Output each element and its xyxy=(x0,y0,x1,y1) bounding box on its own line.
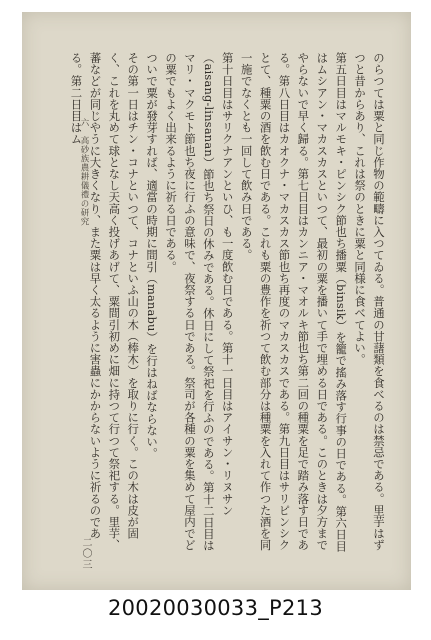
running-head: 六 高砂族農耕儀禮の研究 xyxy=(79,118,89,226)
body-text xyxy=(58,52,388,557)
image-caption: 20020030033_P213 xyxy=(107,596,323,620)
scanned-page xyxy=(22,12,411,590)
paragraph: その第一日はチン・コナといつて、コナといふ山の木（棒木）を取りに行く。この木は皮が固く、これを丸めて球となし天高く投げあげて、粟間引初めに畑に持つて行つて祭祀する。里芋、蕃などが同じやうに大きくなり、また粟は早く太るように害蟲にかからないように祈るのである。第二日目はム xyxy=(69,52,141,551)
paragraph: 第五日目はマルモキ・ピンシク節也ち播粟（binsik）を籠で搖み落す行事の日である。第六日目はムシアン・マカスカスといつて、最初の粟を播いて手で埋める日である。このときは夕方までやらないで早く歸る。第七日目はカンニア・マオルキ節也ち第二回の種粟を足で踏み落す日である。第八日目はカオクナ・マカスカス節也ち再度のマカスカスである。第九日目はサリピンシクとて、種粟の酒を飲む日である。これも粟の豊作を祈つて飲む部分は種粟を入れて作つた酒を同一施でなくとも一回して飲み日である。 xyxy=(239,52,349,552)
paragraph: ついで粟が發芽すれば、適當の時期に間引（manabu）を行はねばならない。 xyxy=(145,52,160,460)
paragraph: のらつては粟と同じ作物の範疇に入つてゐる。普通の甘藷類を食べるのは禁忌である。里芋はずつと昔からあり、これは祭のときに粟と同様に食べてよい。 xyxy=(353,52,386,551)
paragraph: 第十日目はサリクナアンといひ、も一度飲む日である。第十一日目はアイサン・リヌサン（aisang-linsanan）節也ち祭日の休みである。休日にして祭祀を行ふのである。第十二日目はマリ・マクモト節也ち夜に行ふの意味で、夜祭する日である。祭司が各種の粟を集めて屋内でどの粟でもよく出来るように祈る日である。 xyxy=(164,52,235,552)
page-number: 二〇三 xyxy=(80,537,91,570)
